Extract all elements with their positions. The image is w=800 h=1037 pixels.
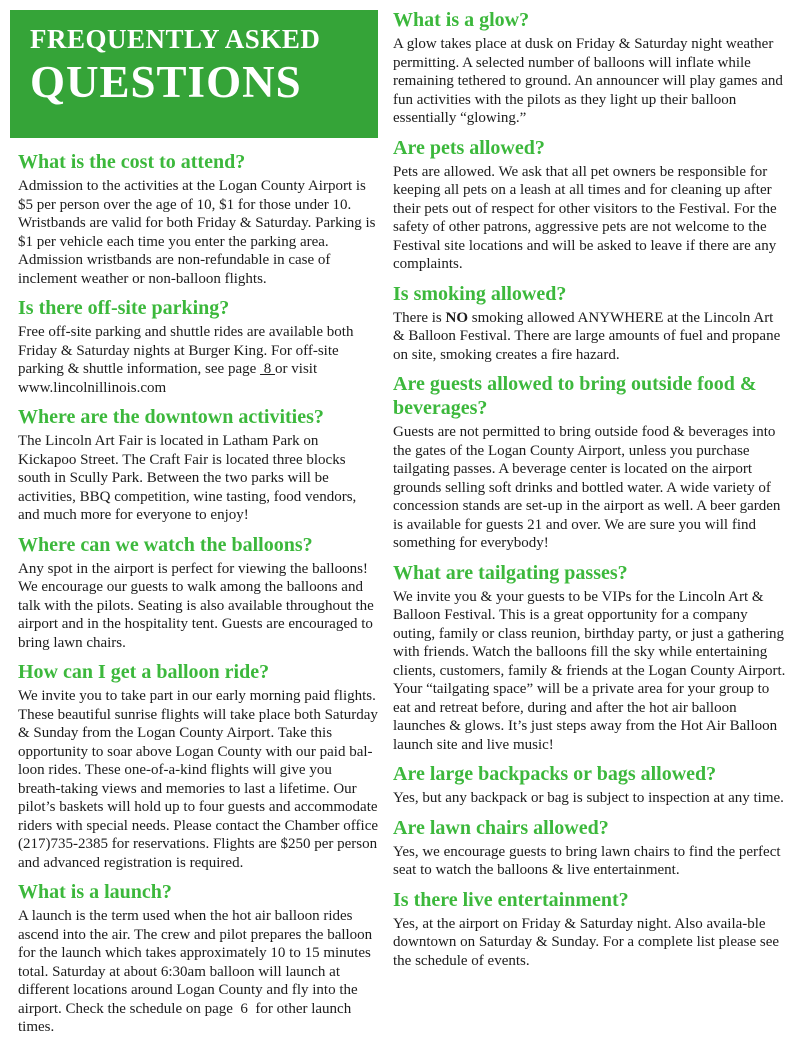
answer-text: Yes, we encourage guests to bring lawn chairs to find the perfect seat to watch the balloons & live entertainment. (393, 843, 781, 878)
answer-text: We invite you & your guests to be VIPs for the Lincoln Art & Balloon Festival. This is a great opportunity for a company outing, family or class reunion, birthday party, or just a gathering with friends. Watch the balloons fill the sky while entertaining clients, customers, family & friends at the Logan County Airport. Your “tailgating space” will be a private area for your group to eat and retreat before, during and after the hot air balloon launches & glows. It’s just steps away from the Hot Air Balloon launch site and live music! (393, 588, 786, 753)
faq-question: What are tailgating passes? (393, 561, 628, 584)
faq-question: Are lawn chairs allowed? (393, 816, 609, 839)
faq-question: What is a glow? (393, 9, 530, 31)
faq-question: Are pets allowed? (393, 136, 545, 159)
faq-question: How can I get a balloon ride? (18, 661, 270, 683)
faq-item (393, 888, 787, 971)
faq-answer (393, 35, 787, 128)
faq-question: What is a launch? (18, 881, 172, 903)
faq-header-box (10, 10, 378, 138)
faq-answer (18, 687, 378, 872)
faq-item (18, 533, 378, 653)
right-faq-sections (393, 8, 787, 970)
faq-item (393, 561, 787, 755)
answer-text: A glow takes place at dusk on Friday & Saturday night weather permitting. A selected number of balloons will inflate while remaining tethered to ground. An announcer will play games and fun activities with the pilots as they light up their balloon essentially “glowing.” (393, 36, 783, 126)
answer-text: Admission to the activities at the Logan County Airport is $5 per person over the age of 10, $1 for those under 10. Wristbands are valid for both Friday & Saturday. Parking is $1 per vehicle each time you enter the parking area. Admission wristbands are non-refundable in case of inclement weather or non-balloon flights. (18, 178, 376, 287)
answer-text: Pets are allowed. We ask that all pet owners be responsible for keeping all pets on a leash at all times and for cleaning up after their pets out of respect for other visitors to the Festival. For the safety of other patrons, aggressive pets are not welcome to the Festival site locations and will be asked to leave if there are any complaints. (393, 163, 777, 272)
faq-answer (393, 423, 787, 553)
faq-answer (18, 177, 378, 288)
faq-item (393, 762, 787, 808)
faq-answer (393, 915, 787, 971)
answer-text: Yes, at the airport on Friday & Saturday night. Also availa-ble downtown on Saturday & Sunday. For a complete list please see the schedule of events. (393, 915, 780, 969)
faq-item (18, 880, 378, 1037)
faq-answer (18, 560, 378, 653)
faq-item (18, 660, 378, 872)
faq-question: Are guests allowed to bring outside food & beverages? (393, 373, 757, 419)
faq-answer (393, 588, 787, 755)
faq-question: Are large backpacks or bags allowed? (393, 763, 717, 785)
answer-text: Any spot in the airport is perfect for viewing the balloons! We encourage our guests to walk among the balloons and talk with the pilots. Seating is also available throughout the airport and in the hospitality tent. Guests are encouraged to bring lawn chairs. (18, 560, 374, 651)
faq-item (393, 8, 787, 128)
faq-item (18, 296, 378, 397)
answer-text: Yes, but any backpack or bag is subject to inspection at any time. (393, 790, 784, 806)
emphasis-text: NO (445, 309, 468, 326)
faq-question: Is smoking allowed? (393, 282, 567, 305)
faq-item (393, 282, 787, 365)
faq-item (393, 372, 787, 553)
faq-question: Where can we watch the balloons? (18, 533, 313, 556)
faq-question: Is there live entertainment? (393, 888, 629, 911)
page-number-link[interactable]: 8 (260, 361, 276, 377)
left-column (18, 8, 378, 1037)
answer-text: A launch is the term used when the hot air balloon rides ascend into the air. The crew and pilot prepares the balloon for the launch which takes approximately 10 to 15 minutes total. Saturday at about 6:30am balloon will launch at different locations around Logan County and fly into the airport. Check the schedule on page 6 for other launch times. (18, 908, 373, 1035)
faq-question: Is there off-site parking? (18, 297, 230, 319)
answer-text: We invite you to take part in our early morning paid flights. These beautiful sunrise flights will take place both Saturday & Sunday from the Logan County Airport. Take this opportunity to soar above Logan County with our paid bal-loon rides. These one-of-a-kind flights will give you breath-taking views and memories to last a lifetime. Our pilot’s baskets will hold up to four guests and accommodate riders with special needs. Please contact the Chamber office (217)735-2385 for reservations. Flights are $250 per person and advanced registration is required. (18, 688, 379, 871)
faq-question: What is the cost to attend? (18, 151, 246, 173)
right-column (393, 8, 787, 1037)
answer-text: There is (393, 309, 446, 326)
answer-text: Free off-site parking and shuttle rides are available both Friday & Saturday nights at Burger King. For off-site parking & shuttle information, see page (18, 324, 354, 377)
faq-answer (393, 789, 787, 808)
faq-answer (393, 843, 787, 880)
header-title-line1: FREQUENTLY ASKED (30, 24, 321, 54)
answer-text: or visit www.lincolnillinois.com (18, 361, 318, 396)
answer-text: The Lincoln Art Fair is located in Latham Park on Kickapoo Street. The Craft Fair is located three blocks south in Scully Park. Between the two parks will be activities, BBQ competition, wine tasting, food vendors, and much more for everyone to enjoy! (18, 433, 357, 523)
faq-answer (18, 907, 378, 1037)
answer-text: smoking allowed ANYWHERE at the Lincoln Art & Balloon Festival. There are large amounts of fuel and propane on site, smoking creates a fire hazard. (393, 309, 781, 363)
faq-answer (18, 323, 378, 397)
answer-text: Guests are not permitted to bring outside food & beverages into the gates of the Logan County Airport, unless you purchase tailgating passes. A beverage center is located on the airport grounds selling soft drinks and bottled water. A wide variety of concession stands are set-up in the airport as well. A beer garden is available for guests 21 and over. We are sure you will find something for everybody! (393, 424, 781, 551)
header-title-line2: QUESTIONS (30, 57, 302, 107)
faq-answer (393, 163, 787, 274)
left-faq-sections (18, 150, 378, 1037)
faq-item (18, 405, 378, 525)
faq-answer (18, 432, 378, 525)
faq-question: Where are the downtown activities? (18, 406, 324, 428)
faq-item (393, 136, 787, 274)
faq-item (18, 150, 378, 288)
faq-answer (393, 309, 787, 365)
faq-item (393, 816, 787, 880)
